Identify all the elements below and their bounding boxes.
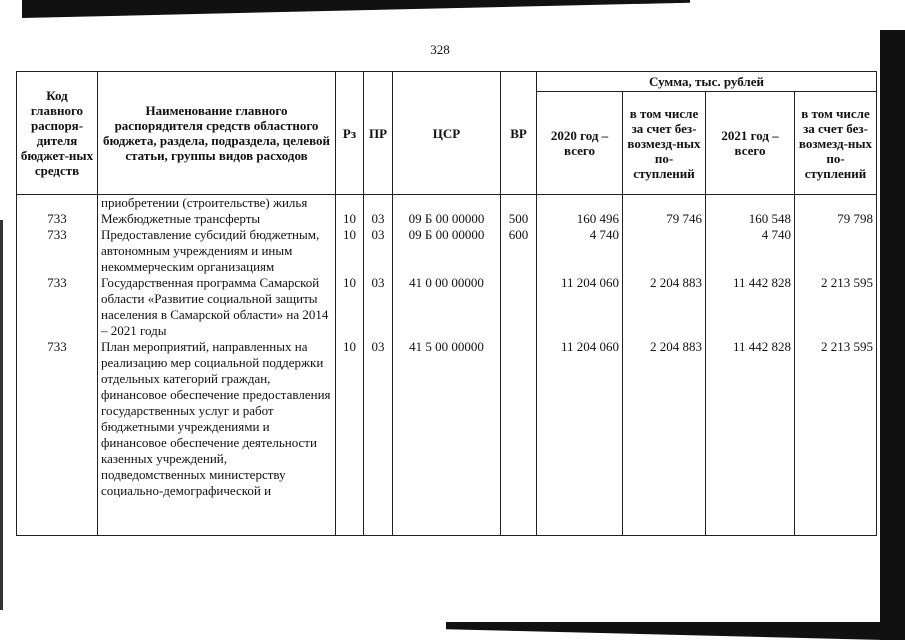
- header-csr: ЦСР: [393, 72, 501, 195]
- cell-csr: [393, 195, 501, 212]
- cell-2021-total: 4 740: [706, 227, 795, 275]
- cell-vr: 500: [501, 211, 537, 227]
- cell-csr: 41 5 00 00000: [393, 339, 501, 536]
- cell-code: 733: [17, 339, 98, 536]
- table-row: [17, 275, 877, 339]
- cell-vr: 600: [501, 227, 537, 275]
- cell-rz: 10: [336, 227, 364, 275]
- scan-edge-top: [22, 0, 690, 18]
- cell-vr: [501, 339, 537, 536]
- header-2020-grants: в том числе за счет без-возмезд-ных по-ступлений: [623, 92, 706, 195]
- scan-edge-left: [0, 220, 3, 610]
- cell-code: 733: [17, 211, 98, 227]
- header-pr: ПР: [364, 72, 393, 195]
- cell-2021-grants: [795, 195, 877, 212]
- cell-2020-total: 11 204 060: [537, 339, 623, 536]
- scan-edge-bottom: [446, 622, 884, 640]
- header-rz: Рз: [336, 72, 364, 195]
- cell-vr: [501, 195, 537, 212]
- cell-csr: 09 Б 00 00000: [393, 211, 501, 227]
- cell-2021-grants: [795, 227, 877, 275]
- cell-code: [17, 195, 98, 212]
- cell-rz: [336, 195, 364, 212]
- cell-2020-grants: [623, 195, 706, 212]
- header-row: [17, 72, 877, 92]
- header-name: Наименование главного распорядителя средств областного бюджета, раздела, подраздела, целевой статьи, группы видов расходов: [98, 72, 336, 195]
- cell-name: План мероприятий, направленных на реализацию мер социальной поддержки отдельных категорий граждан, финансовое обеспечение предоставления государственных услуг и работ бюджетными учреждениями и финансовое обеспечение деятельности казенных учреждений, подведомственных министерству социально-демографической и: [98, 339, 336, 536]
- cell-2020-total: 11 204 060: [537, 275, 623, 339]
- scan-edge-right: [880, 30, 905, 640]
- page-number: 328: [430, 42, 450, 57]
- table-row: [17, 195, 877, 212]
- cell-name: Межбюджетные трансферты: [98, 211, 336, 227]
- cell-2020-grants: 2 204 883: [623, 275, 706, 339]
- header-code: Код главного распоря-дителя бюджет-ных средств: [17, 72, 98, 195]
- cell-2021-total: 11 442 828: [706, 275, 795, 339]
- budget-table: [16, 71, 877, 536]
- cell-pr: 03: [364, 275, 393, 339]
- cell-2020-total: [537, 195, 623, 212]
- cell-name: приобретении (строительстве) жилья: [98, 195, 336, 212]
- header-2020-total: 2020 год – всего: [537, 92, 623, 195]
- cell-pr: 03: [364, 339, 393, 536]
- table-row: [17, 211, 877, 227]
- table-row: [17, 227, 877, 275]
- cell-pr: [364, 195, 393, 212]
- cell-2021-total: 11 442 828: [706, 339, 795, 536]
- header-sum: Сумма, тыс. рублей: [537, 72, 877, 92]
- cell-code: 733: [17, 227, 98, 275]
- cell-pr: 03: [364, 227, 393, 275]
- cell-name: Государственная программа Самарской области «Развитие социальной защиты населения в Самарской области» на 2014 – 2021 годы: [98, 275, 336, 339]
- cell-2020-total: 160 496: [537, 211, 623, 227]
- cell-name: Предоставление субсидий бюджетным, автономным учреждениям и иным некоммерческим организациям: [98, 227, 336, 275]
- cell-rz: 10: [336, 339, 364, 536]
- header-2021-grants: в том числе за счет без-возмезд-ных по-ступлений: [795, 92, 877, 195]
- cell-csr: 09 Б 00 00000: [393, 227, 501, 275]
- header-2021-total: 2021 год – всего: [706, 92, 795, 195]
- cell-2021-grants: 79 798: [795, 211, 877, 227]
- cell-2020-grants: [623, 227, 706, 275]
- cell-csr: 41 0 00 00000: [393, 275, 501, 339]
- cell-2020-grants: 2 204 883: [623, 339, 706, 536]
- header-vr: ВР: [501, 72, 537, 195]
- cell-2021-grants: 2 213 595: [795, 275, 877, 339]
- cell-2020-total: 4 740: [537, 227, 623, 275]
- cell-pr: 03: [364, 211, 393, 227]
- cell-2021-total: 160 548: [706, 211, 795, 227]
- cell-code: 733: [17, 275, 98, 339]
- cell-2021-grants: 2 213 595: [795, 339, 877, 536]
- cell-vr: [501, 275, 537, 339]
- cell-2020-grants: 79 746: [623, 211, 706, 227]
- cell-rz: 10: [336, 211, 364, 227]
- table-row: [17, 339, 877, 536]
- cell-2021-total: [706, 195, 795, 212]
- cell-rz: 10: [336, 275, 364, 339]
